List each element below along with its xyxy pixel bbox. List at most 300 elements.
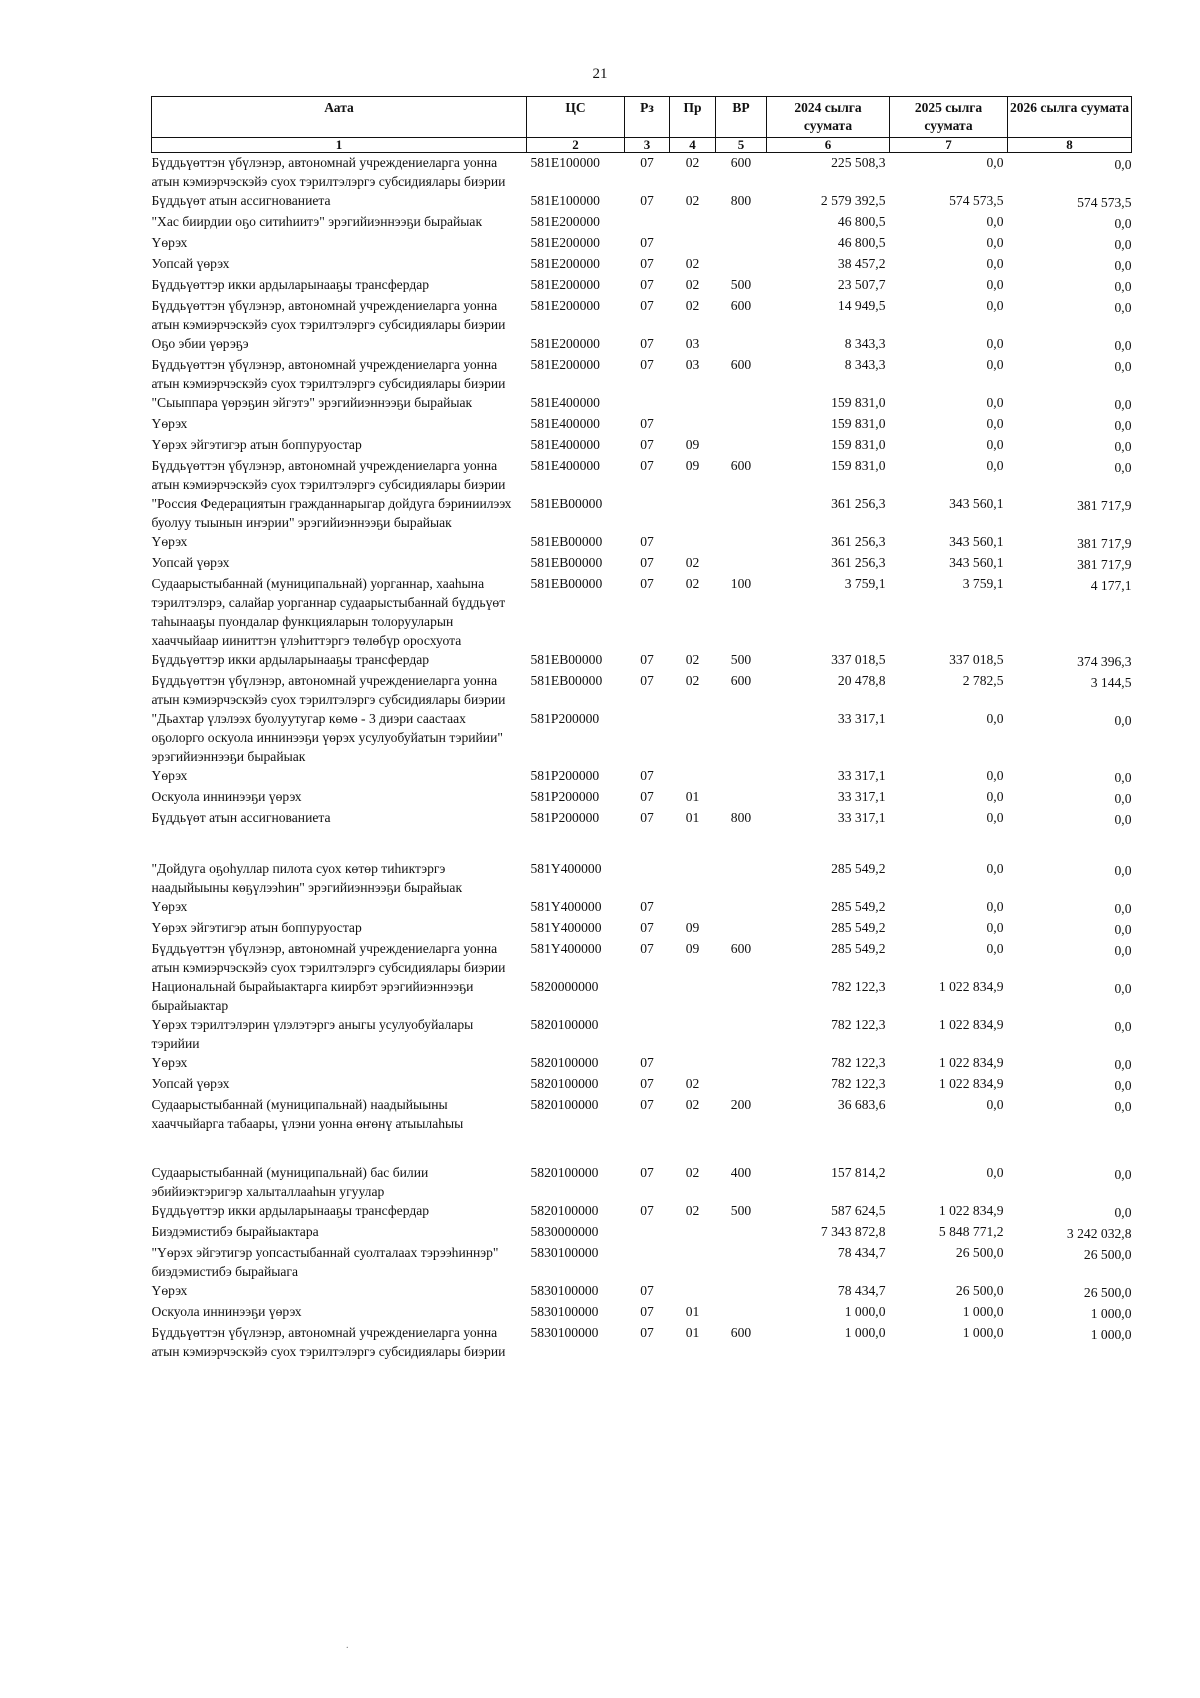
row-vr: 600 [730,155,752,170]
row-pr [670,212,716,233]
row-vr [716,859,767,897]
row-cs: 581Е400000 [530,416,600,431]
row-2024: 361 256,3 [831,555,886,570]
row-rz: 07 [640,576,654,591]
row-cs: 581ЕВ00000 [530,555,603,570]
table-row [152,650,1132,671]
row-2025: 0,0 [986,357,1004,372]
row-rz: 07 [640,810,654,825]
row-2026: 0,0 [1114,1019,1132,1034]
row-cs: 5820100000 [530,1203,599,1218]
row-2024: 33 317,1 [837,789,886,804]
row-rz: 07 [640,277,654,292]
row-rz [625,393,670,414]
table-row [152,671,1132,709]
row-2026: 381 717,9 [1077,498,1132,513]
page-number: 21 [592,66,608,82]
row-cs: 581Е400000 [530,437,600,452]
row-vr [716,1302,767,1323]
row-pr [670,1222,716,1243]
row-cs: 5830100000 [530,1325,599,1340]
row-cs: 5830000000 [530,1224,599,1239]
table-row [152,414,1132,435]
row-cs: 581ЕВ00000 [530,652,603,667]
row-2025: 0,0 [986,768,1004,783]
row-vr [716,435,767,456]
table-row [152,977,1132,1015]
row-2026: 0,0 [1114,338,1132,353]
row-vr: 400 [730,1165,752,1180]
row-cs: 581Е100000 [530,155,600,170]
row-2025: 0,0 [986,395,1004,410]
table-row [152,808,1132,859]
row-cs: 581Е200000 [530,277,600,292]
row-2026: 0,0 [1114,216,1132,231]
table-row [152,532,1132,553]
table-row [152,233,1132,254]
row-2024: 285 549,2 [831,861,886,876]
row-cs: 581Е200000 [530,235,600,250]
row-vr [716,1222,767,1243]
row-name: Үөрэх эйгэтигэр атын боппуруостар [151,437,362,452]
row-2024: 46 800,5 [837,235,886,250]
row-pr: 02 [685,1076,700,1091]
row-vr: 600 [730,1325,752,1340]
row-vr: 600 [730,357,752,372]
table-row [152,254,1132,275]
row-2026: 381 717,9 [1077,536,1132,551]
row-2025: 1 022 834,9 [938,1017,1004,1032]
row-name: Бүддьүөттэр икки ардыларынааҕы трансфердар [151,1203,430,1218]
row-vr [716,1074,767,1095]
row-rz: 07 [640,899,654,914]
row-pr: 03 [685,357,700,372]
row-vr: 800 [730,193,752,208]
row-vr: 100 [730,576,752,591]
row-cs: 581Р200000 [530,789,600,804]
row-2026: 0,0 [1114,1167,1132,1182]
header-2026: 2026 сылга суумата [1008,97,1132,138]
row-2025: 1 022 834,9 [938,1076,1004,1091]
row-name: Үөрэх [151,899,188,914]
row-2025: 343 560,1 [949,534,1004,549]
row-2024: 361 256,3 [831,496,886,511]
row-rz: 07 [640,1304,654,1319]
row-cs: 581Y400000 [530,941,602,956]
table-row [152,787,1132,808]
row-pr: 09 [685,458,700,473]
row-rz: 07 [640,1097,654,1112]
row-rz [625,1015,670,1053]
row-2024: 159 831,0 [831,458,886,473]
header-name: Аата [152,97,527,138]
row-2025: 0,0 [986,899,1004,914]
row-pr: 02 [685,1165,700,1180]
column-number: 1 [152,138,527,153]
row-2024: 38 457,2 [837,256,886,271]
row-2026: 0,0 [1114,981,1132,996]
table-row [152,1163,1132,1201]
row-2024: 782 122,3 [831,1017,886,1032]
row-rz: 07 [640,458,654,473]
row-2024: 46 800,5 [837,214,886,229]
row-2024: 285 549,2 [831,899,886,914]
row-2026: 0,0 [1114,901,1132,916]
row-pr [670,897,716,918]
table-row [152,1323,1132,1361]
row-2024: 225 508,3 [831,155,886,170]
row-vr: 800 [730,810,752,825]
row-vr [716,1053,767,1074]
row-2026: 374 396,3 [1077,654,1132,669]
row-2024: 782 122,3 [831,1055,886,1070]
row-rz: 07 [640,1283,654,1298]
row-2025: 0,0 [986,155,1004,170]
row-rz: 07 [640,1076,654,1091]
row-cs: 581Y400000 [530,920,602,935]
row-pr: 01 [685,789,700,804]
row-rz: 07 [640,652,654,667]
row-pr [670,393,716,414]
row-2024: 337 018,5 [831,652,886,667]
table-row [152,393,1132,414]
row-name: Үөрэх тэрилтэлэрин үлэлэтэргэ аныгы усулуобуйалары тэрийии [151,1017,474,1051]
row-2026: 0,0 [1114,258,1132,273]
row-2026: 4 177,1 [1090,578,1132,593]
table-row [152,1281,1132,1302]
row-2026: 0,0 [1114,460,1132,475]
row-name: Судаарыстыбаннай (муниципальнай) наадыйыыны хааччыйарга табаары, үлэни уонна өҥөнү атыылаһыы [151,1097,464,1131]
row-rz: 07 [640,437,654,452]
row-pr: 01 [685,1325,700,1340]
row-vr: 500 [730,1203,752,1218]
row-2025: 0,0 [986,789,1004,804]
row-vr [716,1015,767,1053]
row-2025: 343 560,1 [949,555,1004,570]
row-2025: 26 500,0 [955,1245,1004,1260]
row-vr [716,212,767,233]
row-vr: 500 [730,652,752,667]
row-2025: 1 022 834,9 [938,1055,1004,1070]
row-name: Уопсай үөрэх [151,1076,230,1091]
row-rz [625,709,670,766]
row-2026: 0,0 [1114,279,1132,294]
row-2025: 0,0 [986,1165,1004,1180]
row-cs: 581Y400000 [530,861,602,876]
row-2025: 0,0 [986,235,1004,250]
row-pr: 01 [685,810,700,825]
row-2026: 1 000,0 [1090,1306,1132,1321]
row-rz: 07 [640,336,654,351]
row-2025: 1 000,0 [962,1325,1004,1340]
row-cs: 5820100000 [530,1097,599,1112]
row-name: Уопсай үөрэх [151,256,230,271]
row-2025: 1 022 834,9 [938,1203,1004,1218]
row-vr [716,494,767,532]
row-2025: 0,0 [986,810,1004,825]
row-2025: 2 782,5 [962,673,1004,688]
row-2025: 0,0 [986,298,1004,313]
row-cs: 581Y400000 [530,899,602,914]
column-number: 2 [527,138,625,153]
row-rz: 07 [640,555,654,570]
row-rz: 07 [640,789,654,804]
row-2024: 36 683,6 [837,1097,886,1112]
row-2026: 26 500,0 [1083,1285,1132,1300]
row-2025: 0,0 [986,861,1004,876]
row-name: Бүддьүөттэн үбүлэнэр, автономнай учреждениеларга уонна атын кэмиэрчэскэйэ суох тэрилтэлэргэ субсидиялары биэрии [151,458,506,492]
row-2024: 33 317,1 [837,810,886,825]
row-vr [716,709,767,766]
row-cs: 581Р200000 [530,768,600,783]
row-vr: 600 [730,673,752,688]
row-2024: 33 317,1 [837,768,886,783]
table-row [152,1302,1132,1323]
row-name: Бүддьүөт атын ассигнованиета [151,193,331,208]
row-2026: 0,0 [1114,397,1132,412]
row-cs: 5820100000 [530,1017,599,1032]
table-row [152,574,1132,650]
row-cs: 581Е200000 [530,214,600,229]
table-row [152,1095,1132,1163]
header-2025: 2025 сылга суумата [890,97,1008,138]
row-2024: 1 000,0 [844,1325,886,1340]
row-2025: 337 018,5 [949,652,1004,667]
row-2026: 0,0 [1114,791,1132,806]
row-vr [716,1281,767,1302]
table-row [152,153,1132,192]
row-rz: 07 [640,256,654,271]
row-2024: 285 549,2 [831,920,886,935]
row-cs: 5830100000 [530,1245,599,1260]
row-2025: 0,0 [986,336,1004,351]
row-2026: 3 242 032,8 [1066,1226,1132,1241]
row-2024: 782 122,3 [831,979,886,994]
row-cs: 581Е100000 [530,193,600,208]
row-vr [716,393,767,414]
row-vr: 600 [730,458,752,473]
row-pr: 02 [685,673,700,688]
row-2026: 0,0 [1114,943,1132,958]
column-number: 7 [890,138,1008,153]
table-header-row [152,97,1132,138]
row-name: Оҕо эбии үөрэҕэ [151,336,249,351]
table-row [152,275,1132,296]
row-name: Биэдэмистибэ бырайыактара [151,1224,319,1239]
row-pr: 02 [685,277,700,292]
row-cs: 581ЕВ00000 [530,496,603,511]
table-row [152,918,1132,939]
row-pr [670,1015,716,1053]
row-2024: 2 579 392,5 [820,193,886,208]
row-cs: 581ЕВ00000 [530,576,603,591]
table-row [152,859,1132,897]
row-2026: 0,0 [1114,922,1132,937]
row-name: "Дьахтар үлэлээх буолуутугар көмө - 3 диэри саастаах оҕолорго оскуола иннинээҕи үөрэх усулуобуйатын тэрийии" эрэгийиэннээҕи бырайыак [151,711,503,764]
row-rz: 07 [640,768,654,783]
row-pr: 09 [685,437,700,452]
row-cs: 581Е400000 [530,395,600,410]
row-2026: 0,0 [1114,439,1132,454]
row-2025: 0,0 [986,437,1004,452]
row-pr [670,532,716,553]
row-name: Бүддьүөт атын ассигнованиета [151,810,331,825]
column-number: 4 [670,138,716,153]
row-2026: 0,0 [1114,237,1132,252]
row-2025: 0,0 [986,458,1004,473]
row-2026: 0,0 [1114,1057,1132,1072]
row-name: Бүддьүөттэн үбүлэнэр, автономнай учреждениеларга уонна атын кэмиэрчэскэйэ суох тэрилтэлэргэ субсидиялары биэрии [151,1325,506,1359]
column-number: 5 [716,138,767,153]
table-row [152,494,1132,532]
table-row [152,553,1132,574]
row-pr: 02 [685,298,700,313]
row-name: Оскуола иннинээҕи үөрэх [151,789,302,804]
row-rz: 07 [640,416,654,431]
row-name: Бүддьүөттэр икки ардыларынааҕы трансфердар [151,277,430,292]
row-rz [625,494,670,532]
row-pr: 09 [685,941,700,956]
row-2024: 782 122,3 [831,1076,886,1091]
row-cs: 581Е400000 [530,458,600,473]
row-name: Уопсай үөрэх [151,555,230,570]
row-2026: 0,0 [1114,1205,1132,1220]
row-pr [670,766,716,787]
row-pr [670,709,716,766]
row-2025: 26 500,0 [955,1283,1004,1298]
row-2025: 0,0 [986,214,1004,229]
row-name: Бүддьүөттэн үбүлэнэр, автономнай учреждениеларга уонна атын кэмиэрчэскэйэ суох тэрилтэлэргэ субсидиялары биэрии [151,357,506,391]
row-2024: 361 256,3 [831,534,886,549]
row-rz: 07 [640,298,654,313]
table-row [152,296,1132,334]
row-rz [625,1222,670,1243]
row-2026: 381 717,9 [1077,557,1132,572]
row-cs: 581Р200000 [530,810,600,825]
row-vr [716,977,767,1015]
row-name: Национальнай бырайыактарга киирбэт эрэгийиэннээҕи бырайыактар [151,979,474,1013]
table-row [152,191,1132,212]
row-rz: 07 [640,534,654,549]
row-2025: 1 022 834,9 [938,979,1004,994]
row-rz: 07 [640,1325,654,1340]
row-2024: 78 434,7 [837,1283,886,1298]
row-rz: 07 [640,155,654,170]
row-pr: 09 [685,920,700,935]
header-pr: Пр [670,97,716,138]
row-2026: 3 144,5 [1090,675,1132,690]
row-pr [670,414,716,435]
table-row [152,355,1132,393]
row-vr [716,553,767,574]
row-name: Үөрэх [151,1055,188,1070]
row-2025: 0,0 [986,1097,1004,1112]
table-row [152,1074,1132,1095]
row-rz: 07 [640,941,654,956]
row-2025: 0,0 [986,920,1004,935]
row-vr: 600 [730,298,752,313]
row-vr [716,254,767,275]
row-pr: 01 [685,1304,700,1319]
row-vr [716,334,767,355]
row-cs: 581Е200000 [530,357,600,372]
row-pr: 02 [685,652,700,667]
row-2024: 159 831,0 [831,395,886,410]
table-row [152,939,1132,977]
row-2024: 33 317,1 [837,711,886,726]
row-name: Бүддьүөттэн үбүлэнэр, автономнай учреждениеларга уонна атын кэмиэрчэскэйэ суох тэрилтэлэргэ субсидиялары биэрии [151,298,506,332]
row-vr [716,414,767,435]
row-rz [625,859,670,897]
row-2024: 3 759,1 [844,576,886,591]
row-name: Бүддьүөттэн үбүлэнэр, автономнай учреждениеларга уонна атын кэмиэрчэскэйэ суох тэрилтэлэргэ субсидиялары биэрии [151,941,506,975]
row-pr: 02 [685,576,700,591]
row-name: "Дойдуга оҕоһуллар пилота суох көтөр тиһиктэргэ наадыйыыны көҕүлээһин" эрэгийиэннээҕи бырайыак [151,861,463,895]
row-rz: 07 [640,673,654,688]
row-name: Үөрэх [151,768,188,783]
row-2025: 0,0 [986,256,1004,271]
row-pr: 02 [685,256,700,271]
row-2026: 0,0 [1114,157,1132,172]
table-row [152,1053,1132,1074]
row-2026: 0,0 [1114,300,1132,315]
row-name: Бүддьүөттэр икки ардыларынааҕы трансфердар [151,652,430,667]
row-2026: 0,0 [1114,863,1132,878]
scan-speck: . [346,1640,349,1651]
row-2026: 0,0 [1114,770,1132,785]
row-pr: 02 [685,193,700,208]
row-2026: 0,0 [1114,713,1132,728]
row-vr [716,1243,767,1281]
row-2025: 5 848 771,2 [938,1224,1004,1239]
row-rz: 07 [640,357,654,372]
row-2025: 343 560,1 [949,496,1004,511]
row-cs: 5820100000 [530,1076,599,1091]
row-vr [716,766,767,787]
row-rz: 07 [640,1055,654,1070]
table-row [152,456,1132,494]
row-pr [670,977,716,1015]
row-name: "Үөрэх эйгэтигэр уопсастыбаннай суолталаах тэрээһиннэр" биэдэмистибэ бырайыага [151,1245,499,1279]
row-cs: 581Р200000 [530,711,600,726]
table-row [152,1015,1132,1053]
row-2024: 1 000,0 [844,1304,886,1319]
row-name: Бүддьүөттэн үбүлэнэр, автономнай учреждениеларга уонна атын кэмиэрчэскэйэ суох тэрилтэлэргэ субсидиялары биэрии [151,673,506,707]
row-rz: 07 [640,235,654,250]
row-vr [716,787,767,808]
row-2024: 14 949,5 [837,298,886,313]
row-cs: 5830100000 [530,1304,599,1319]
row-rz: 07 [640,920,654,935]
row-name: Үөрэх [151,235,188,250]
table-row [152,1201,1132,1222]
row-2026: 574 573,5 [1077,195,1132,210]
column-number: 3 [625,138,670,153]
header-vr: ВР [716,97,767,138]
row-name: Үөрэх [151,416,188,431]
row-cs: 581Е200000 [530,256,600,271]
row-vr: 500 [730,277,752,292]
row-name: "Сыыппара үөрэҕин эйгэтэ" эрэгийиэннээҕи бырайыак [151,395,473,410]
row-name: Үөрэх [151,534,188,549]
row-pr: 02 [685,155,700,170]
table-row [152,435,1132,456]
row-name: "Хас биирдии оҕо ситиһиитэ" эрэгийиэннээҕи бырайыак [151,214,483,229]
row-2024: 8 343,3 [844,336,886,351]
row-2024: 8 343,3 [844,357,886,372]
row-cs: 581ЕВ00000 [530,534,603,549]
row-2025: 574 573,5 [949,193,1004,208]
